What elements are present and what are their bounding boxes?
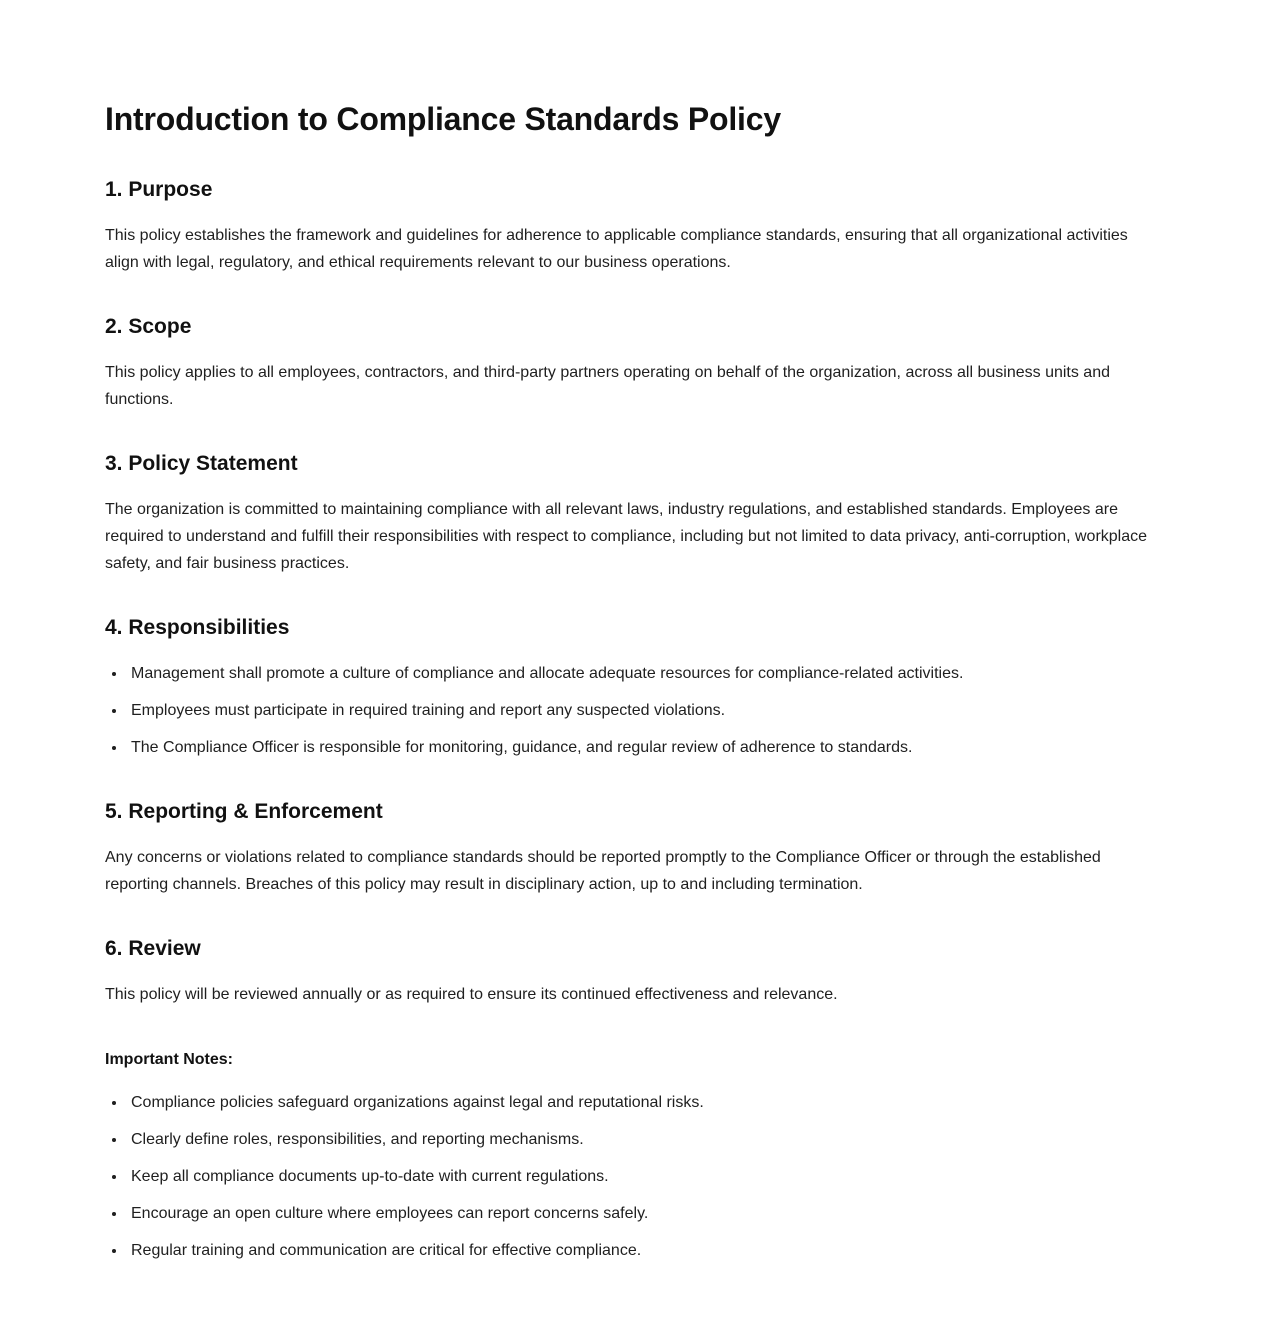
section-body-review: This policy will be reviewed annually or as required to ensure its continued effectiveness and relevance. — [105, 986, 838, 1003]
responsibilities-list — [105, 660, 1158, 761]
section-purpose — [105, 176, 1158, 276]
list-item: • Compliance policies safeguard organizations against legal and reputational risks. — [127, 1089, 1158, 1116]
important-notes-list — [105, 1089, 1158, 1264]
section-responsibilities — [105, 614, 1158, 761]
section-body-scope: This policy applies to all employees, contractors, and third-party partners operating on behalf of the organization, across all business units and functions. — [105, 364, 1110, 408]
list-item: • Management shall promote a culture of compliance and allocate adequate resources for compliance-related activities. — [127, 660, 1158, 687]
section-heading-purpose: 1. Purpose — [105, 178, 213, 201]
list-item: • Regular training and communication are critical for effective compliance. — [127, 1237, 1158, 1264]
section-heading-reporting-enforcement: 5. Reporting & Enforcement — [105, 800, 383, 823]
section-policy-statement — [105, 450, 1158, 577]
list-item: • Clearly define roles, responsibilities, and reporting mechanisms. — [127, 1126, 1158, 1153]
section-important-notes — [105, 1046, 1158, 1264]
section-heading-policy-statement: 3. Policy Statement — [105, 452, 298, 475]
list-item: • The Compliance Officer is responsible for monitoring, guidance, and regular review of adherence to standards. — [127, 734, 1158, 761]
list-item: • Encourage an open culture where employees can report concerns safely. — [127, 1200, 1158, 1227]
section-heading-responsibilities: 4. Responsibilities — [105, 616, 290, 639]
section-reporting-enforcement — [105, 798, 1158, 898]
important-notes-heading: Important Notes: — [105, 1051, 233, 1068]
section-heading-scope: 2. Scope — [105, 315, 192, 338]
section-heading-review: 6. Review — [105, 937, 201, 960]
list-item: • Keep all compliance documents up-to-date with current regulations. — [127, 1163, 1158, 1190]
section-body-policy-statement: The organization is committed to maintaining compliance with all relevant laws, industry regulations, and established standards. Employees are required to understand and fulfill their responsibilities with respect to compliance, including but not limited to data privacy, anti-corruption, workplace safety, and fair business practices. — [105, 501, 1148, 572]
document-title: Introduction to Compliance Standards Policy — [105, 101, 781, 137]
section-scope — [105, 313, 1158, 413]
list-item: • Employees must participate in required training and report any suspected violations. — [127, 697, 1158, 724]
section-body-reporting-enforcement: Any concerns or violations related to compliance standards should be reported promptly to the Compliance Officer or through the established reporting channels. Breaches of this policy may result in disciplinary action, up to and including termination. — [105, 849, 1101, 893]
section-body-purpose: This policy establishes the framework and guidelines for adherence to applicable compliance standards, ensuring that all organizational activities align with legal, regulatory, and ethical requirements relevant to our business operations. — [105, 227, 1128, 271]
section-review — [105, 935, 1158, 1008]
